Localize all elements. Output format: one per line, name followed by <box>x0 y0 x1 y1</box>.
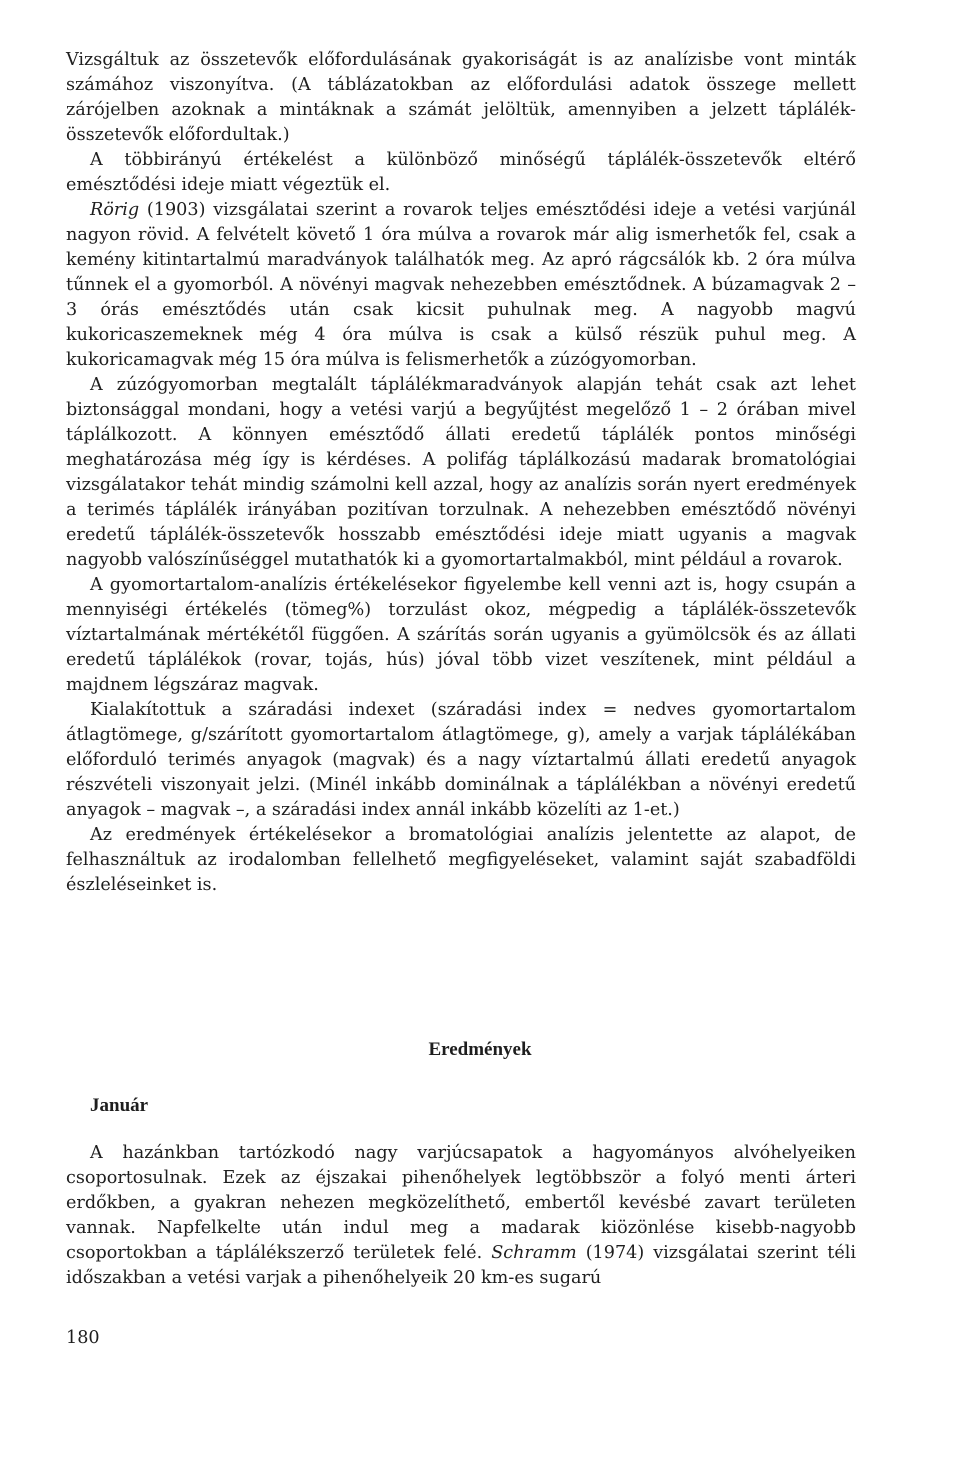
paragraph: A zúzógyomorban megtalált táplálékmaradványok alapján tehát csak azt lehet biztonsággal mondani, hogy a vetési varjú a begyűjtést megelőző 1 – 2 órában mivel táplálkozott. A könnyen emésztődő állati eredetű táplálék pontos minőségi meghatározása még így is kérdéses. A polifág táplálkozású madarak bromatológiai vizsgálatakor tehát mindig számolni kell azzal, hogy az analízis során nyert eredmények a terimés táplálék irányában pozitívan torzulnak. A nehezebben emésztődő növényi eredetű táplálék-összetevők hosszabb emésztődési ideje miatt ugyanis a magvak nagyobb valószínűséggel mutathatók ki a gyomortartalmakból, mint például a rovarok. <box>66 375 856 570</box>
section-heading: Eredmények <box>428 1039 532 1060</box>
paragraph: Az eredmények értékelésekor a bromatológiai analízis jelentette az alapot, de felhasználtuk az irodalomban fellelhető megfigyeléseket, valamint saját szabadföldi észleléseinket is. <box>66 825 856 895</box>
paragraph: Kialakítottuk a száradási indexet (száradási index = nedves gyomortartalom átlagtömege, g/szárított gyomortartalom átlagtömege, g), amely a varjak táplálékában előforduló terimés anyagok (magvak) és a nagy víztartalmú állati eredetű anyagok részvételi viszonyait jelzi. (Minél inkább dominálnak a táplálékban a növényi eredetű anyagok – magvak –, a száradási index annál inkább közelíti az 1-et.) <box>66 700 856 820</box>
body-text-bottom <box>66 1141 856 1291</box>
paragraph-text: (1974) vizsgálatai szerint téli időszakban a vetési varjak a pihenőhelyeik 20 km-es sugarú <box>66 1243 856 1288</box>
paragraph: A gyomortartalom-analízis értékelésekor figyelembe kell venni azt is, hogy csupán a mennyiségi értékelés (tömeg%) torzulást okoz, mégpedig a táplálék-összetevők víztartalmának mértékétől függően. A szárítás során ugyanis a gyümölcsök és az állati eredetű táplálékok (rovar, tojás, hús) jóval több vizet veszítenek, mint például a majdnem légszáraz magvak. <box>66 575 856 695</box>
paragraph-text: A hazánkban tartózkodó nagy varjúcsapatok a hagyományos alvóhelyeiken csoportosulnak. Ezek az éjszakai pihenőhelyek legtöbbször a folyó menti árteri erdőkben, a gyakran nehezen megközelíthető, embertől kevésbé zavart területen vannak. Napfelkelte után indul meg a madarak kiözönlése kisebb-nagyobb csoportokban a táplálékszerző területek felé. <box>66 1143 856 1263</box>
page-number: 180 <box>66 1328 100 1348</box>
paragraph-text: (1903) vizsgálatai szerint a rovarok teljes emésztődési ideje a vetési varjúnál nagyon rövid. A felvételt követő 1 óra múlva a rovarok már alig ismerhetők fel, csak a kemény kitintartalmú maradványok találhatók meg. Az apró rágcsálók kb. 2 óra múlva tűnnek el a gyomorból. A növényi magvak nehezebben emésztődnek. A búzamagvak 2 – 3 órás emésztődés után csak kicsit puhulnak meg. A nagyobb magvú kukoricaszemeknek még 4 óra múlva is csak a külső részük puhul meg. A kukoricamagvak még 15 óra múlva is felismerhetők a zúzógyomorban. <box>66 200 856 370</box>
subsection-heading: Január <box>90 1095 149 1116</box>
body-text-top <box>66 48 856 898</box>
author-name: Rörig <box>90 200 140 220</box>
author-name: Schramm <box>491 1243 577 1263</box>
paragraph <box>66 1141 856 1291</box>
paragraph: A többirányú értékelést a különböző minőségű táplálék-összetevők eltérő emésztődési ideje miatt végeztük el. <box>66 150 856 195</box>
paragraph: Vizsgáltuk az összetevők előfordulásának gyakoriságát is az analízisbe vont minták számához viszonyítva. (A táblázatokban az előfordulási adatok összege mellett zárójelben azoknak a mintáknak a számát jelöltük, amennyiben a jelzett táplálék-összetevők előfordultak.) <box>66 50 856 145</box>
paragraph <box>66 198 856 373</box>
